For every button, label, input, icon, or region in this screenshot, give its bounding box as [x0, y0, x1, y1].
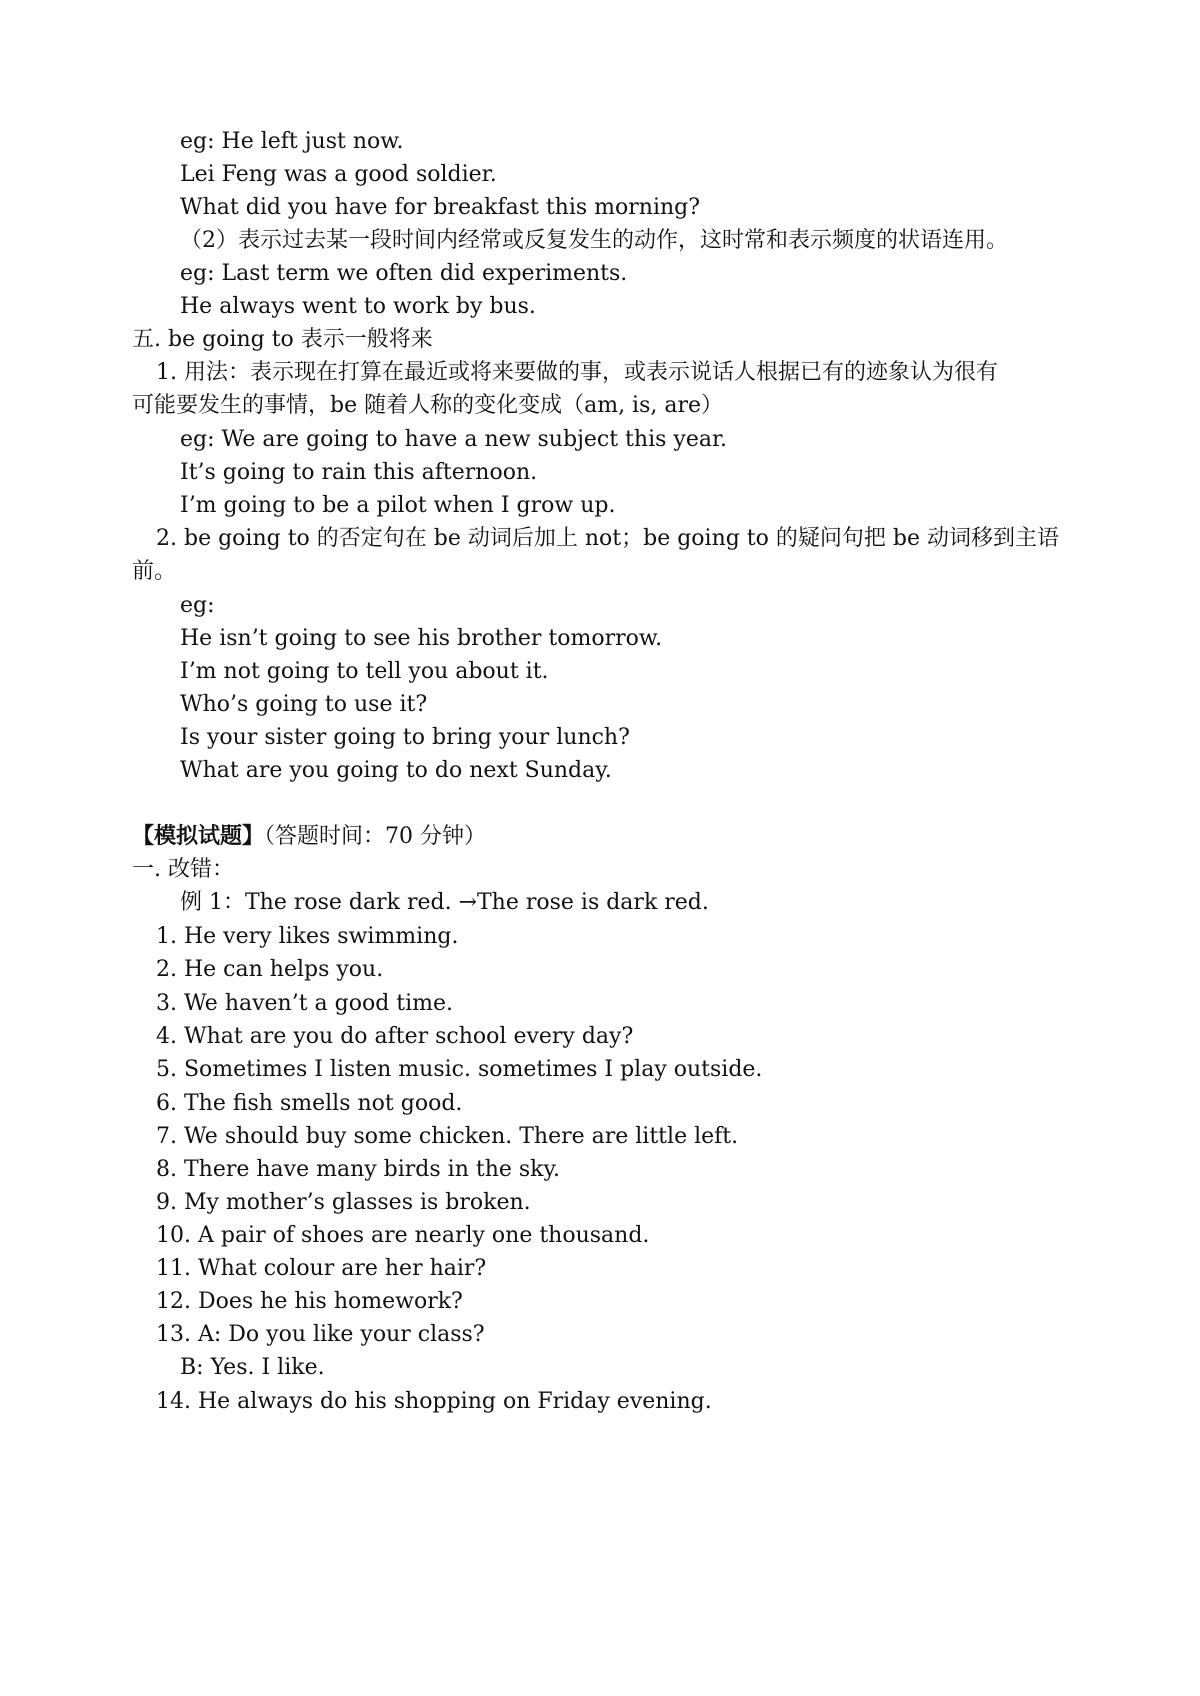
example-sentence: Who’s going to use it?: [180, 692, 428, 717]
example-sentence: eg: We are going to have a new subject this year.: [180, 427, 728, 452]
example-sentence: I’m not going to tell you about it.: [180, 659, 549, 684]
exam-item: 14. He always do his shopping on Friday evening.: [156, 1389, 712, 1414]
example-sentence: Is your sister going to bring your lunch?: [180, 725, 630, 750]
exam-item: 1. He very likes swimming.: [156, 924, 459, 949]
usage-text: 2. be going to 的否定句在 be 动词后加上 not；be going to 的疑问句把 be 动词移到主语: [156, 526, 1059, 551]
exam-item: 5. Sometimes I listen music. sometimes I play outside.: [156, 1057, 763, 1082]
exam-item: 11. What colour are her hair?: [156, 1256, 487, 1281]
example-sentence: What did you have for breakfast this morning?: [180, 195, 701, 220]
example-sentence: He always went to work by bus.: [180, 294, 536, 319]
exam-example: 例 1：The rose dark red. →The rose is dark red.: [180, 890, 709, 915]
exam-item: 3. We haven’t a good time.: [156, 991, 454, 1016]
section-heading: 五. be going to 表示一般将来: [132, 327, 433, 352]
exam-item: 10. A pair of shoes are nearly one thousand.: [156, 1223, 650, 1248]
exam-title-bold: 【模拟试题】: [132, 823, 265, 849]
example-sentence: eg: He left just now.: [180, 129, 404, 154]
usage-text: 可能要发生的事情，be 随着人称的变化变成（am, is, are）: [132, 393, 724, 418]
exam-item: 8. There have many birds in the sky.: [156, 1157, 561, 1182]
example-sentence: eg: Last term we often did experiments.: [180, 261, 628, 286]
example-sentence: He isn’t going to see his brother tomorrow.: [180, 626, 663, 651]
exam-item: 9. My mother’s glasses is broken.: [156, 1190, 531, 1215]
exam-item-answer: B: Yes. I like.: [180, 1355, 325, 1380]
exam-title: [132, 822, 486, 851]
exam-item: 7. We should buy some chicken. There are little left.: [156, 1124, 739, 1149]
example-sentence: Lei Feng was a good soldier.: [180, 162, 497, 187]
exam-title-time: （答题时间：70 分钟）: [264, 824, 487, 849]
usage-text: 1. 用法：表示现在打算在最近或将来要做的事，或表示说话人根据已有的迹象认为很有: [156, 360, 998, 385]
example-sentence: It’s going to rain this afternoon.: [180, 460, 538, 485]
part-heading: 一. 改错：: [132, 857, 234, 882]
example-sentence: What are you going to do next Sunday.: [180, 758, 612, 783]
exam-item: 2. He can helps you.: [156, 957, 384, 982]
eg-label: eg:: [180, 593, 215, 618]
exam-item: 12. Does he his homework?: [156, 1289, 463, 1314]
usage-text: 前。: [132, 559, 177, 584]
exam-item: 13. A: Do you like your class?: [156, 1322, 485, 1347]
exam-item: 6. The fish smells not good.: [156, 1091, 463, 1116]
grammar-point: （2）表示过去某一段时间内经常或反复发生的动作，这时常和表示频度的状语连用。: [180, 228, 1008, 253]
example-sentence: I’m going to be a pilot when I grow up.: [180, 493, 616, 518]
exam-item: 4. What are you do after school every day?: [156, 1024, 634, 1049]
